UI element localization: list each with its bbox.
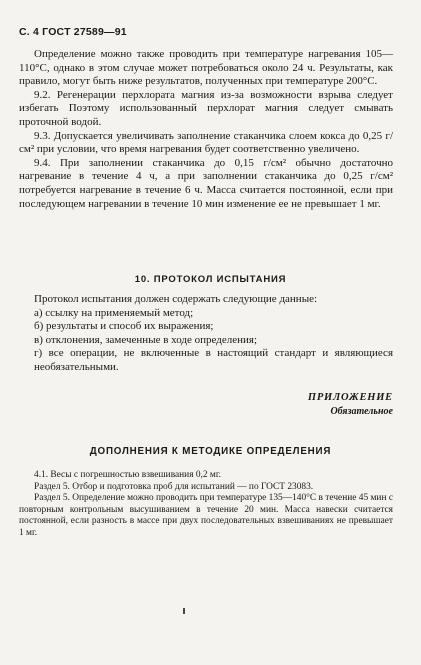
page-mark: [183, 608, 185, 614]
appendix-label: ПРИЛОЖЕНИЕ: [307, 392, 393, 403]
paragraph-9-1-continued: Определение можно также проводить при температуре нагревания 105—110°С, однако в этом случае может потребоваться около 24 ч. Результаты, как правило, могут быть ниже результатов, полученных при температуре 200°С.: [19, 48, 393, 88]
section-9-text: [19, 48, 393, 211]
list-item: в) отклонения, замеченные в ходе определения;: [34, 333, 258, 346]
list-item: г) все операции, не включенные в настоящий стандарт и являющиеся необязательными.: [34, 347, 393, 373]
appendix-paragraph: Раздел 5. Определение можно проводить при температуре 135—140°С в течение 45 мин с повторным контрольным высушиванием в течение 20 мин. Масса навески считается постоянной, если разность в массе при двух последовательных взвешиваниях не превышает 1 мг.: [19, 493, 393, 538]
appendix-label-block: [308, 392, 393, 417]
page-header: С. 4 ГОСТ 27589—91: [19, 26, 127, 38]
appendix-status: Обязательное: [330, 406, 393, 417]
list-item: б) результаты и способ их выражения;: [34, 320, 214, 333]
paragraph-9-4: 9.4. При заполнении стаканчика до 0,15 г/см² обычно достаточно нагревание в течение 4 ч, а при заполнении стаканчика до 0,25 г/см² потребуется нагревание в течение 6 ч. Масса считается постоянной, если при последующем нагревании в течение 10 мин изменение ее не превышает 1 мг.: [19, 156, 393, 210]
appendix-paragraph: Раздел 5. Отбор и подготовка проб для испытаний — по ГОСТ 23083.: [34, 481, 314, 492]
list-item: а) ссылку на применяемый метод;: [34, 306, 194, 319]
paragraph-9-3: 9.3. Допускается увеличивать заполнение стаканчика слоем кокса до 0,25 г/см² при условии, что время нагревания будет соответственно увеличено.: [19, 129, 393, 156]
section-10-list: [19, 293, 393, 375]
appendix-paragraph: 4.1. Весы с погрешностью взвешивания 0,2 мг.: [34, 470, 221, 480]
appendix-title: ДОПОЛНЕНИЯ К МЕТОДИКЕ ОПРЕДЕЛЕНИЯ: [89, 446, 332, 457]
section-10-intro: Протокол испытания должен содержать следующие данные:: [34, 293, 318, 305]
section-10-title: 10. ПРОТОКОЛ ИСПЫТАНИЯ: [134, 274, 287, 285]
paragraph-9-2: 9.2. Регенерации перхлората магния из-за возможности взрыва следует избегать Поэтому использованный перхлорат магния следует смывать проточной водой.: [19, 88, 393, 128]
appendix-body: [19, 470, 393, 540]
